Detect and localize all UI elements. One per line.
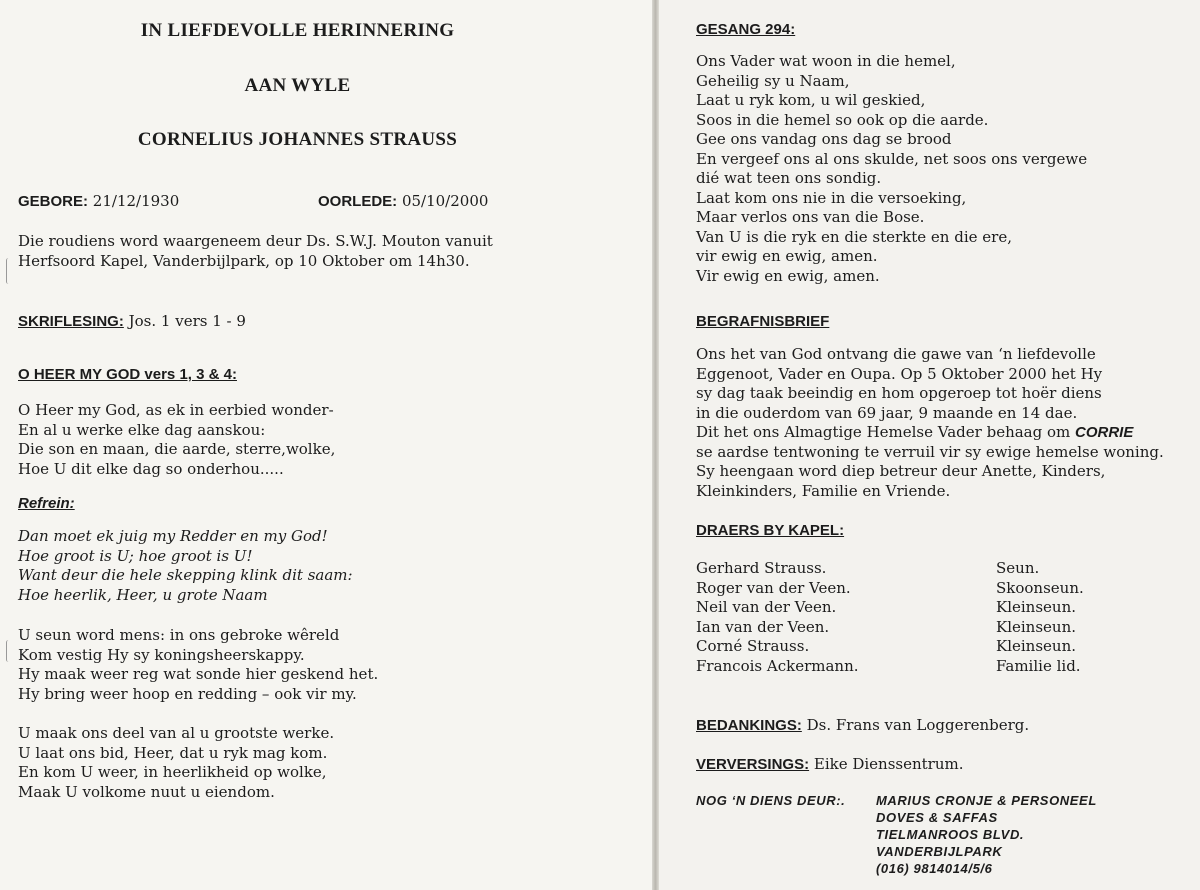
refrain-line: Hoe groot is U; hoe groot is U! xyxy=(18,546,253,565)
song-line: Vir ewig en ewig, amen. xyxy=(696,266,880,285)
thanks-text: Ds. Frans van Loggerenberg. xyxy=(806,716,1030,734)
refrain xyxy=(18,527,353,605)
verse-line: Hoe U dit elke dag so onderhou..... xyxy=(18,459,284,478)
bearer-name: Roger van der Veen. xyxy=(696,578,851,597)
bearer-relation: Seun. xyxy=(996,559,1040,577)
service-provider-label: NOG ‘N DIENS DEUR:. xyxy=(696,793,846,808)
verse-line: U laat ons bid, Heer, dat u ryk mag kom. xyxy=(18,743,328,762)
paper-edge-mark xyxy=(6,640,11,662)
bearers-names xyxy=(696,559,859,676)
bearer-name: Gerhard Strauss. xyxy=(696,559,827,577)
verse-line: Kom vestig Hy sy koningsheerskappy. xyxy=(18,645,305,664)
song-line: vir ewig en ewig, amen. xyxy=(696,247,878,265)
verse-line: Die son en maan, die aarde, sterre,wolke, xyxy=(18,440,336,458)
thanks-label: BEDANKINGS: xyxy=(696,717,802,734)
letter-line: Kleinkinders, Familie en Vriende. xyxy=(696,481,951,500)
born-row xyxy=(18,192,179,212)
provider-line: MARIUS CRONJE & PERSONEEL xyxy=(876,793,1097,808)
refresh-text: Eike Dienssentrum. xyxy=(813,755,964,773)
service-provider xyxy=(876,792,1097,877)
letter-text xyxy=(696,345,1164,501)
verse-line: Hy bring weer hoop en redding – ook vir my. xyxy=(18,684,357,703)
song-line: Laat kom ons nie in die versoeking, xyxy=(696,188,967,207)
song-line: Ons Vader wat woon in die hemel, xyxy=(696,52,956,70)
refrain-line: Hoe heerlik, Heer, u grote Naam xyxy=(18,585,268,604)
provider-line: TIELMANROOS BLVD. xyxy=(876,827,1025,842)
reading-text: Jos. 1 vers 1 - 9 xyxy=(128,312,246,330)
title-line-2: AAN WYLE xyxy=(244,75,351,96)
letter-line: se aardse tentwoning te verruil vir sy ewige hemelse woning. xyxy=(696,442,1164,461)
hymn-heading: O HEER MY GOD vers 1, 3 & 4: xyxy=(18,366,237,383)
service-paragraph xyxy=(18,232,493,271)
bearer-relation: Kleinseun. xyxy=(996,617,1077,636)
song-line: Gee ons vandag ons dag se brood xyxy=(696,130,952,148)
verse-line: En kom U weer, in heerlikheid op wolke, xyxy=(18,763,327,781)
born-label: GEBORE: xyxy=(18,193,89,210)
bearer-relation: Kleinseun. xyxy=(996,637,1077,655)
title-line-1: IN LIEFDEVOLLE HERINNERING xyxy=(140,20,455,41)
song-line: Van U is die ryk en die sterkte en die ere, xyxy=(696,227,1012,246)
song-line: dié wat teen ons sondig. xyxy=(696,169,882,187)
provider-phone: (016) 9814014/5/6 xyxy=(876,861,993,876)
letter-line: in die ouderdom van 69 jaar, 9 maande en 14 dae. xyxy=(696,403,1078,422)
letter-line xyxy=(696,423,1164,443)
letter-line-text: Dit het ons Almagtige Hemelse Vader behaag om xyxy=(696,423,1076,441)
verse-line: En al u werke elke dag aanskou: xyxy=(18,420,266,439)
service-line: Herfsoord Kapel, Vanderbijlpark, op 10 Oktober om 14h30. xyxy=(18,251,470,270)
song-line: Maar verlos ons van die Bose. xyxy=(696,208,925,226)
refrain-line: Dan moet ek juig my Redder en my God! xyxy=(18,527,328,545)
letter-heading: BEGRAFNISBRIEF xyxy=(696,313,830,330)
verse-line: O Heer my God, as ek in eerbied wonder- xyxy=(18,401,334,419)
letter-line: Eggenoot, Vader en Oupa. Op 5 Oktober 2000 het Hy xyxy=(696,364,1103,383)
song-line: Laat u ryk kom, u wil geskied, xyxy=(696,91,926,109)
bearer-name: Ian van der Veen. xyxy=(696,617,830,636)
verse-4 xyxy=(18,724,334,802)
thanks-row xyxy=(696,716,1029,736)
died-label: OORLEDE: xyxy=(318,193,398,210)
bearer-relation: Familie lid. xyxy=(996,656,1081,675)
song-line: Soos in die hemel so ook op die aarde. xyxy=(696,110,989,129)
bearer-name: Francois Ackermann. xyxy=(696,656,859,675)
title-line-3: CORNELIUS JOHANNES STRAUSS xyxy=(137,129,458,150)
provider-line: VANDERBIJLPARK xyxy=(876,844,1003,859)
verse-line: U seun word mens: in ons gebroke wêreld xyxy=(18,626,340,644)
verse-3 xyxy=(18,626,378,704)
letter-line: Ons het van God ontvang die gawe van ‘n liefdevolle xyxy=(696,345,1096,363)
bearer-relation: Skoonseun. xyxy=(996,578,1084,597)
service-line: Die roudiens word waargeneem deur Ds. S.W.J. Mouton vanuit xyxy=(18,232,493,250)
deceased-nickname: CORRIE xyxy=(1075,424,1134,441)
bearer-name: Corné Strauss. xyxy=(696,637,810,655)
refrain-line: Want deur die hele skepping klink dit saam: xyxy=(18,566,353,584)
died-row xyxy=(318,192,488,212)
song-text xyxy=(696,52,1087,286)
page-fold xyxy=(652,0,659,890)
verse-line: Maak U volkome nuut u eiendom. xyxy=(18,782,275,801)
bearer-name: Neil van der Veen. xyxy=(696,598,837,616)
verse-line: Hy maak weer reg wat sonde hier geskend het. xyxy=(18,665,379,683)
letter-line: sy dag taak beeindig en hom opgeroep tot hoër diens xyxy=(696,384,1102,402)
paper-edge-mark xyxy=(6,258,11,284)
letter-line: Sy heengaan word diep betreur deur Anette, Kinders, xyxy=(696,462,1106,480)
bearers-relations xyxy=(996,559,1084,676)
reading-row xyxy=(18,312,246,332)
song-heading: GESANG 294: xyxy=(696,21,796,38)
refrain-heading: Refrein: xyxy=(18,495,75,512)
song-line: Geheilig sy u Naam, xyxy=(696,71,850,90)
born-date: 21/12/1930 xyxy=(92,192,180,210)
died-date: 05/10/2000 xyxy=(401,192,489,210)
bearer-relation: Kleinseun. xyxy=(996,598,1077,616)
refresh-row xyxy=(696,755,964,775)
reading-label: SKRIFLESING: xyxy=(18,313,124,330)
song-line: En vergeef ons al ons skulde, net soos ons vergewe xyxy=(696,149,1088,168)
provider-line: DOVES & SAFFAS xyxy=(876,810,998,825)
refresh-label: VERVERSINGS: xyxy=(696,756,810,773)
verse-1 xyxy=(18,401,335,479)
verse-line: U maak ons deel van al u grootste werke. xyxy=(18,724,335,742)
bearers-heading: DRAERS BY KAPEL: xyxy=(696,522,845,539)
